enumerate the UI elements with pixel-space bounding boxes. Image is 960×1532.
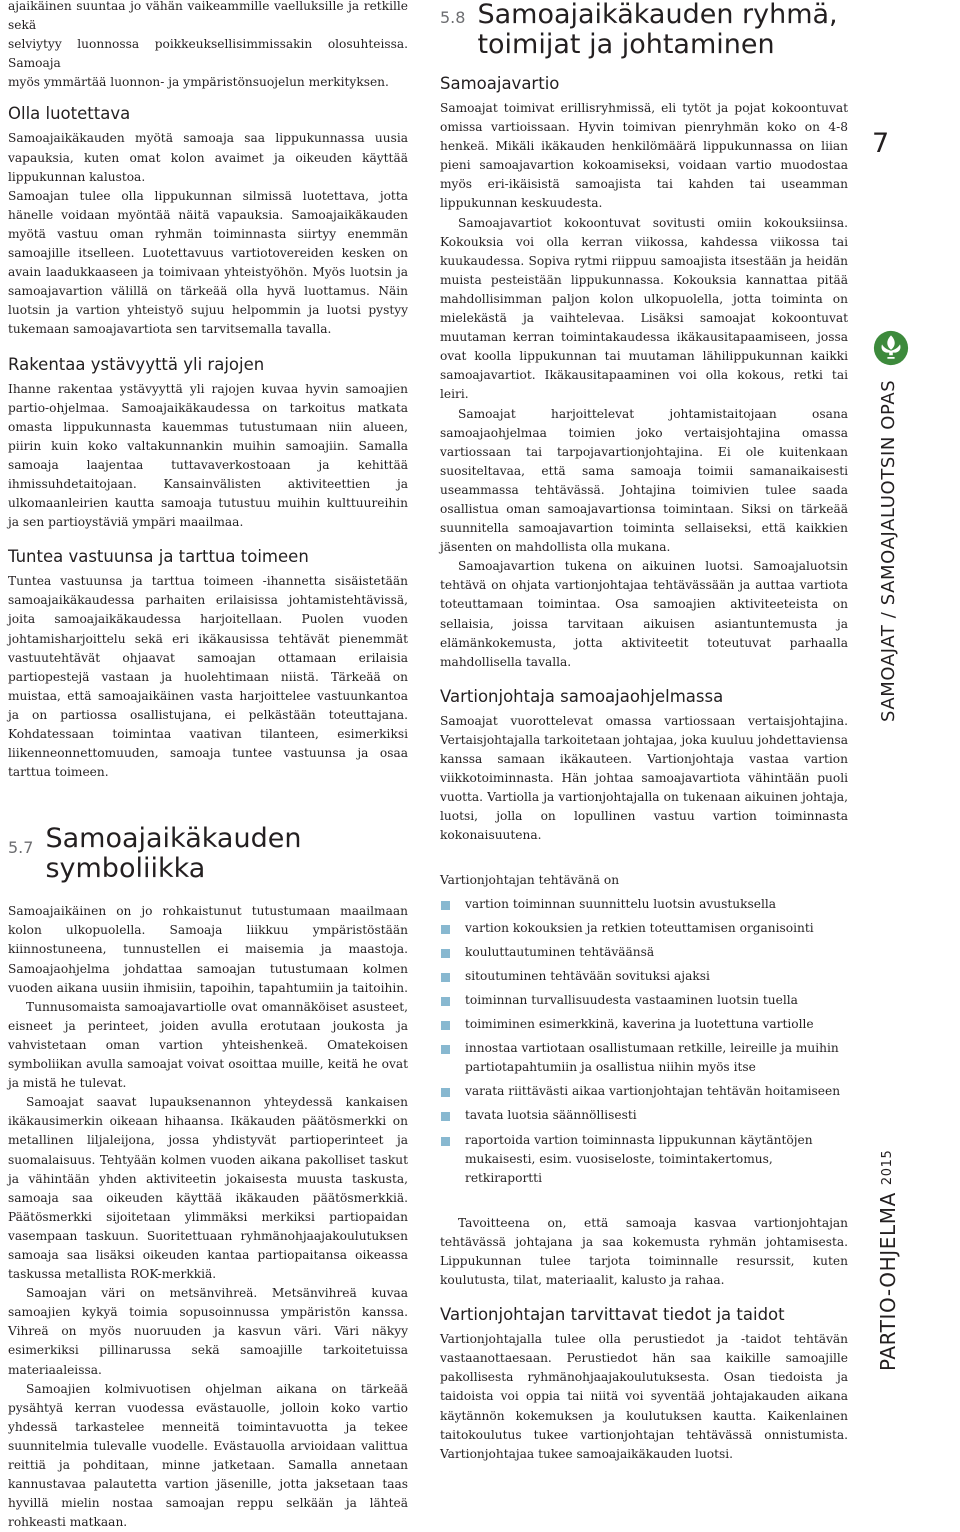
section-heading-5-7 bbox=[8, 824, 408, 884]
intro-line: selviytyy luonnossa poikkeuksellisimmissakin olosuhteissa. Samoaja bbox=[8, 37, 408, 71]
heading-olla-luotettava: Olla luotettava bbox=[8, 104, 131, 124]
program-title-vertical bbox=[876, 1150, 900, 1376]
section-title-line: symboliikka bbox=[45, 853, 206, 885]
section-title-line: Samoajaikäkauden bbox=[45, 823, 302, 855]
paragraph: Samoajat vuorottelevat omassa vartiossaan vertaisjohtajina. Vertaisjohtajalla tarkoitetaan johtajaa, joka kuuluu johdettaviensa kanssa samaan ikäkauteen. Vartionjohtaja vastaa vartion viikkotoiminnasta. Hän johtaa samoajavartiota vähintään puoli vuotta. Vartiolla ja vartionjohtajalla on tukenaan aikuinen johtaja, luotsi, jolla on lopullinen vastuu vartion toiminnasta kokonaisuutena. bbox=[440, 713, 848, 843]
list-item: toiminnan turvallisuudesta vastaaminen luotsin tuella bbox=[440, 991, 848, 1010]
program-year: 2015 bbox=[880, 1150, 895, 1186]
heading-vartionjohtaja: Vartionjohtaja samoajaohjelmassa bbox=[440, 686, 724, 706]
task-list bbox=[440, 895, 848, 1188]
list-item: vartion kokouksien ja retkien toteuttamisen organisointi bbox=[440, 919, 848, 938]
chapter-number: 7 bbox=[872, 128, 890, 159]
paragraph: Samoajat harjoittelevat johtamistaitojaan osana samoajaohjelmaa toimien joko vertaisjohtajina omassa vartiossaan tai tarpojavartionjohtajina. Ei ole kuitenkaan suositeltavaa, että sama samoaja toimii samanaikaisesti useammassa tehtävässä. Johtajina toimivien tulee saada osallistua oman samoajavartionsa toimintaan. Siksi on tärkeää suunnitella samoajavartion toiminta sellaiseksi, että kaikkien jäsenten on mahdollista olla mukana. bbox=[440, 406, 848, 555]
paragraph: Tavoitteena on, että samoaja kasvaa vartionjohtajan tehtävässä johtajana ja saa kokemusta ryhmän johtamisesta. Lippukunnan tulee tarjota toiminnalle resurssit, kuten koulutusta, tilat, materiaalit, kalusto ja rahaa. bbox=[440, 1215, 848, 1288]
section-number: 5.7 bbox=[8, 838, 34, 858]
paragraph: Samoajien kolmivuotisen ohjelman aikana on tärkeää pysähtyä kerran vuodessa evästauolle, jolloin koko vartio yhdessä tarkastelee menneitä toimintavuotta ja tekee suunnitelmia tulevalle vuodelle. Evästauolla arvioidaan valittua reittiä ja pohditaan, minne jatketaan. Samalla annetaan kannustavaa palautetta vartion jäsenille, jotta jaksetaan taas hyvillä mielin nostaa samoajan reppu selkään ja lähteä rohkeasti matkaan. bbox=[8, 1381, 408, 1530]
list-item: toimiminen esimerkkinä, kaverina ja luotettuna vartiolle bbox=[440, 1015, 848, 1034]
section-heading-5-8 bbox=[440, 0, 848, 60]
paragraph: Tunnusomaista samoajavartiolle ovat omannäköiset asusteet, eisneet ja perinteet, joiden avulla erotutaan joukosta ja vahvistetaan oman vartion yhteishenkeä. Omatekoisen symboliikan avulla samoajat voivat osoittaa muille, keitä he ovat ja mistä he tulevat. bbox=[8, 999, 408, 1091]
paragraph: Samoajaikäinen on jo rohkaistunut tutustumaan maailmaan kolon ulkopuolella. Samoaja liikkuu ympäristöstään kiinnostuneena, tunnustellen ei maisemia ja maastoja. Samoajaohjelma johdattaa samoajan tutustumaan kolmen vuoden aikana uusiin ihmisiin, tapoihin, tapahtumiin ja taitoihin. bbox=[8, 904, 408, 995]
section-number: 5.8 bbox=[440, 8, 466, 27]
paragraph: Vartionjohtajalla tulee olla perustiedot ja -taidot tehtävän vastaanottaesaan. Perustiedot hän saa kaikille samoajille pakollisesta ryhmänohjaajakoulutuksesta. Osan tiedoista ja taidoista voi oppia tai niitä voi syventää johtajakauden aikana käytännön kokemuksen ja koulutuksen kautta. Kaikenlainen taitokoulutus tukee vartionjohtajan tehtävässä onnistumista. Vartionjohtajaa tukee samoajaikäkauden luotsi. bbox=[440, 1332, 848, 1461]
list-item: kouluttautuminen tehtäväänsä bbox=[440, 943, 848, 962]
guide-title-vertical: SAMOAJAT / SAMOAJALUOTSIN OPAS bbox=[878, 380, 899, 723]
paragraph: Samoajan tulee olla lippukunnan silmissä luotettava, jotta hänelle voidaan myöntää näitä vapauksia. Samoajaikäkauden myötä vastuu oman ryhmän toiminnasta siirtyy enemmän samoajille itselleen. Luotettavuus vartiotovereiden kesken on avain laadukkaaseen ja toimivaan yhteistyöhön. Myös luotsin ja samoajavartion välillä on tärkeää olla hyvä luottamus. Näin luotsin ja vartion yhteistyö sujuu helpommin ja luotsi pystyy tukemaan samoajavartiota sen tarvitsemalla tavalla. bbox=[8, 188, 408, 337]
fleur-de-lis-logo-icon bbox=[873, 330, 909, 366]
paragraph: Samoajavartiot kokoontuvat sovitusti omiin kokouksiinsa. Kokouksia voi olla kerran viikossa, kahdessa viikossa tai kuukaudessa. Sopiva rytmi riippuu samoajista itsestään ja heidän muista pesteistään lippukunnassa. Kokouksia kannattaa pitää mahdollisimman paljon kolon ulkopuolella, jotta toiminta on mielekästä ja vaihtelevaa. Lisäksi samoajat kokoontuvat muutaman kerran toimintakaudessa ikäkausitapaamiseen, jossa ovat koolla lippukunnan tai muutaman lähilippukunnan kaikki samoajavartiot. Ikäkausitapaaminen voi olla kokous, retki tai leiri. bbox=[440, 215, 848, 402]
heading-tiedot-taidot: Vartionjohtajan tarvittavat tiedot ja taidot bbox=[440, 1305, 785, 1325]
paragraph: Samoajat saavat lupauksenannon yhteydessä kankaisen ikäkausimerkin oikeaan hihaansa. Ikäkauden päätösmerkki on metallinen liljaleijona, jossa yhdistyvät partioperinteet ja suomalaisuus. Tehtyään kolmen vuoden aikana pakolliset taskut ja vähintään yhden aktiviteetin jokaisesta muusta taskusta, samoaja saa oikeuden käyttää ikäkauden päätösmerkkiä. Päätösmerkki sijoitetaan ylimmäksi merkiksi partiopaidan vasempaan taskuun. Suoritettuaan ryhmänohjaajakoulutuksen samoaja saa lisäksi oikeuden kantaa partiopaitansa oikeassa taskussa metallista ROK-merkkiä. bbox=[8, 1095, 408, 1282]
paragraph: Samoajan väri on metsänvihreä. Metsänvihreä kuvaa samoajien kykyä toimia sopusoinnussa ympäristön kanssa. Vihreä on myös nuoruuden ja kasvun väri. Väri näkyy esimerkiksi pillinarussa sekä samoajille tarkoitetuissa materiaaleissa. bbox=[8, 1286, 408, 1377]
left-column bbox=[8, 0, 408, 1532]
section-title-line: toimijat ja johtaminen bbox=[477, 29, 775, 60]
list-item: varata riittävästi aikaa vartionjohtajan tehtävän hoitamiseen bbox=[440, 1082, 848, 1101]
list-item: raportoida vartion toiminnasta lippukunnan käytäntöjen mukaisesti, esim. vuosiseloste, toimintakertomus, retkiraportti bbox=[440, 1131, 848, 1188]
paragraph: Samoajat toimivat erillisryhmissä, eli tytöt ja pojat kokoontuvat omissa vartioissaan. Hyvin toimivan pienryhmän koko on 4-8 henkeä. Mikäli ikäkauden henkilömäärä lippukunnassa on liian pieni samoajavartion kokoamiseksi, voidaan vartio muodostaa myös eri-ikäisistä samoajista tai kahden tai useamman lippukunnan keskuudesta. bbox=[440, 101, 848, 211]
heading-tuntea: Tuntea vastuunsa ja tarttua toimeen bbox=[8, 547, 309, 567]
right-column bbox=[440, 0, 848, 1464]
heading-samoajavartio: Samoajavartio bbox=[440, 74, 560, 93]
heading-rakentaa: Rakentaa ystävyyttä yli rajojen bbox=[8, 354, 265, 374]
section-title-line: Samoajaikäkauden ryhmä, bbox=[477, 0, 838, 30]
paragraph: Tuntea vastuunsa ja tarttua toimeen -ihannetta sisäistetään samoajaikäkaudessa parhaiten erilaisissa johtamistehtävissä, joita samoajaikäkaudessa harjoitellaan. Puolen vuoden johtamisharjoittelu sekä eri ikäkausissa tehtävät pienemmät vastuutehtävät ohjaavat samoajan ottamaan erilaisia partiopestejä vastaan ja huolehtimaan niistä. Tärkeää on muistaa, että samoajaikäinen vasta harjoittelee vastuunkantoa ja on partiossa osallistujana, ei pelkästään toteuttajana. Kohdatessaan toimintaa vaativan tilanteen, esimerkiksi liikenneonnettomuuden, samoaja tuntee vastuunsa ja osaa tarttua toimeen. bbox=[8, 574, 408, 780]
paragraph: Samoajaikäkauden myötä samoaja saa lippukunnassa uusia vapauksia, kuten omat kolon avaimet ja oikeuden käyttää lippukunnan kalustoa. bbox=[8, 131, 408, 184]
intro-line: myös ymmärtää luonnon- ja ympäristönsuojelun merkityksen. bbox=[8, 75, 389, 90]
section-title bbox=[45, 824, 301, 884]
program-name: PARTIO-OHJELMA bbox=[876, 1192, 900, 1372]
list-item: innostaa vartiotaan osallistumaan retkille, leireille ja muihin partiotapahtumiin ja osallistua niihin myös itse bbox=[440, 1039, 848, 1077]
list-item: vartion toiminnan suunnittelu luotsin avustuksella bbox=[440, 895, 848, 914]
list-item: tavata luotsia säännöllisesti bbox=[440, 1106, 848, 1125]
list-item: sitoutuminen tehtävään sovituksi ajaksi bbox=[440, 967, 848, 986]
section-title bbox=[477, 0, 837, 60]
list-intro: Vartionjohtajan tehtävänä on bbox=[440, 873, 620, 888]
paragraph: Ihanne rakentaa ystävyyttä yli rajojen kuvaa hyvin samoajien partio-ohjelmaa. Samoajaikäkaudessa on tarkoitus matkata omasta lippukunnasta kauemmas tutustumaan niin alueen, piirin kuin koko valtakunnankin muihin samoajiin. Samalla samoaja laajentaa tuttavaverkostoaan ja kehittää ihmissuhdetaitojaan. Kansainvälisten aktiviteettien ja ulkomaanleirien kautta samoaja tutustuu muihin kulttuureihin ja sen partioystäviä ympäri maailmaa. bbox=[8, 381, 408, 530]
intro-line: ajaikäinen suuntaa jo vähän vaikeammille vaelluksille ja retkille sekä bbox=[8, 0, 408, 33]
paragraph: Samoajavartion tukena on aikuinen luotsi. Samoajaluotsin tehtävä on ohjata vartionjohtajaa tehtävässään ja auttaa vartiota toteuttamaan toimintaa. Osa samoajien aktiviteeteista on sellaisia, joissa tarvitaan aikuisen asiantuntemusta ja elämänkokemusta, jotta aktiviteetit toteutuvat parhaalla mahdollisella tavalla. bbox=[440, 559, 848, 669]
